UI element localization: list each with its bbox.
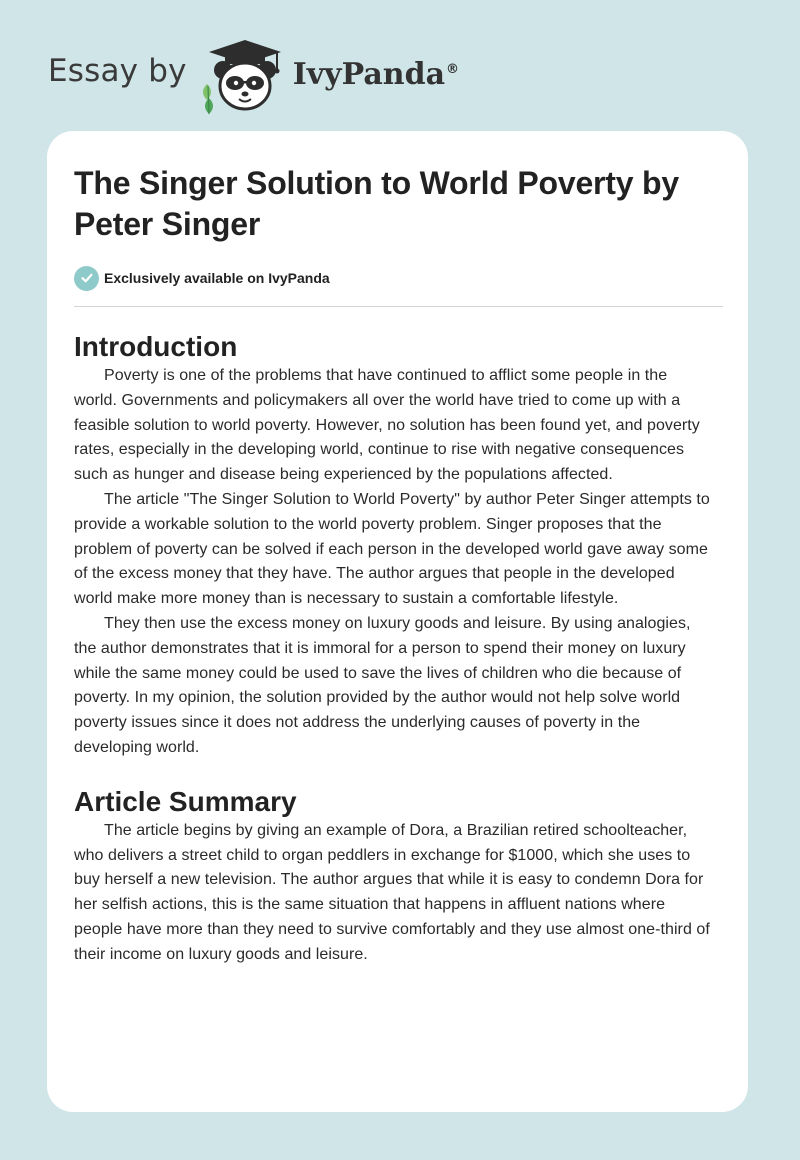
exclusive-badge-label: Exclusively available on IvyPanda: [104, 270, 330, 286]
paragraph: The article "The Singer Solution to World Poverty" by author Peter Singer attempts to provide a workable solution to the world poverty problem. Singer proposes that the problem of poverty can be solved if each person in the developed world gave away some of the excess money that they have. The author argues that people in the developed world make more money than is necessary to sustain a comfortable lifestyle.: [74, 490, 710, 608]
essay-title: The Singer Solution to World Poverty by Peter Singer: [74, 165, 679, 242]
exclusive-badge: [74, 264, 722, 292]
brand-prefix: Essay by: [48, 53, 187, 89]
section-heading-introduction: Introduction: [74, 331, 238, 362]
brand-registered-mark: ®: [446, 61, 460, 77]
site-brand[interactable]: [48, 34, 459, 114]
panda-logo-icon: [197, 36, 293, 116]
essay-card: [47, 131, 748, 1112]
check-circle-icon: [74, 266, 99, 291]
brand-name: IvyPanda®: [292, 56, 460, 92]
title-divider: [74, 306, 723, 307]
paragraph: They then use the excess money on luxury goods and leisure. By using analogies, the author demonstrates that it is immoral for a person to spend their money on luxury while the same money could be used to save the lives of children who die because of poverty. In my opinion, the solution provided by the author would not help solve world poverty issues since it does not address the underlying causes of poverty in the developing world.: [74, 614, 691, 756]
paragraph: The article begins by giving an example of Dora, a Brazilian retired schoolteacher, who delivers a street child to organ peddlers in exchange for $1000, which she uses to buy herself a new television. The author argues that while it is easy to condemn Dora for her selfish actions, this is the same situation that happens in affluent nations where people have more than they need to survive comfortably and they use almost one-third of their income on luxury goods and leisure.: [74, 821, 710, 963]
section-heading-article-summary: Article Summary: [74, 785, 297, 817]
paragraph: Poverty is one of the problems that have continued to afflict some people in the world. Governments and policymakers all over the world have tried to come up with a feasible solution to world poverty. However, no solution has been found yet, and poverty rates, especially in the developing world, continue to rise with negative consequences such as hunger and disease being experienced by the populations affected.: [74, 367, 700, 484]
